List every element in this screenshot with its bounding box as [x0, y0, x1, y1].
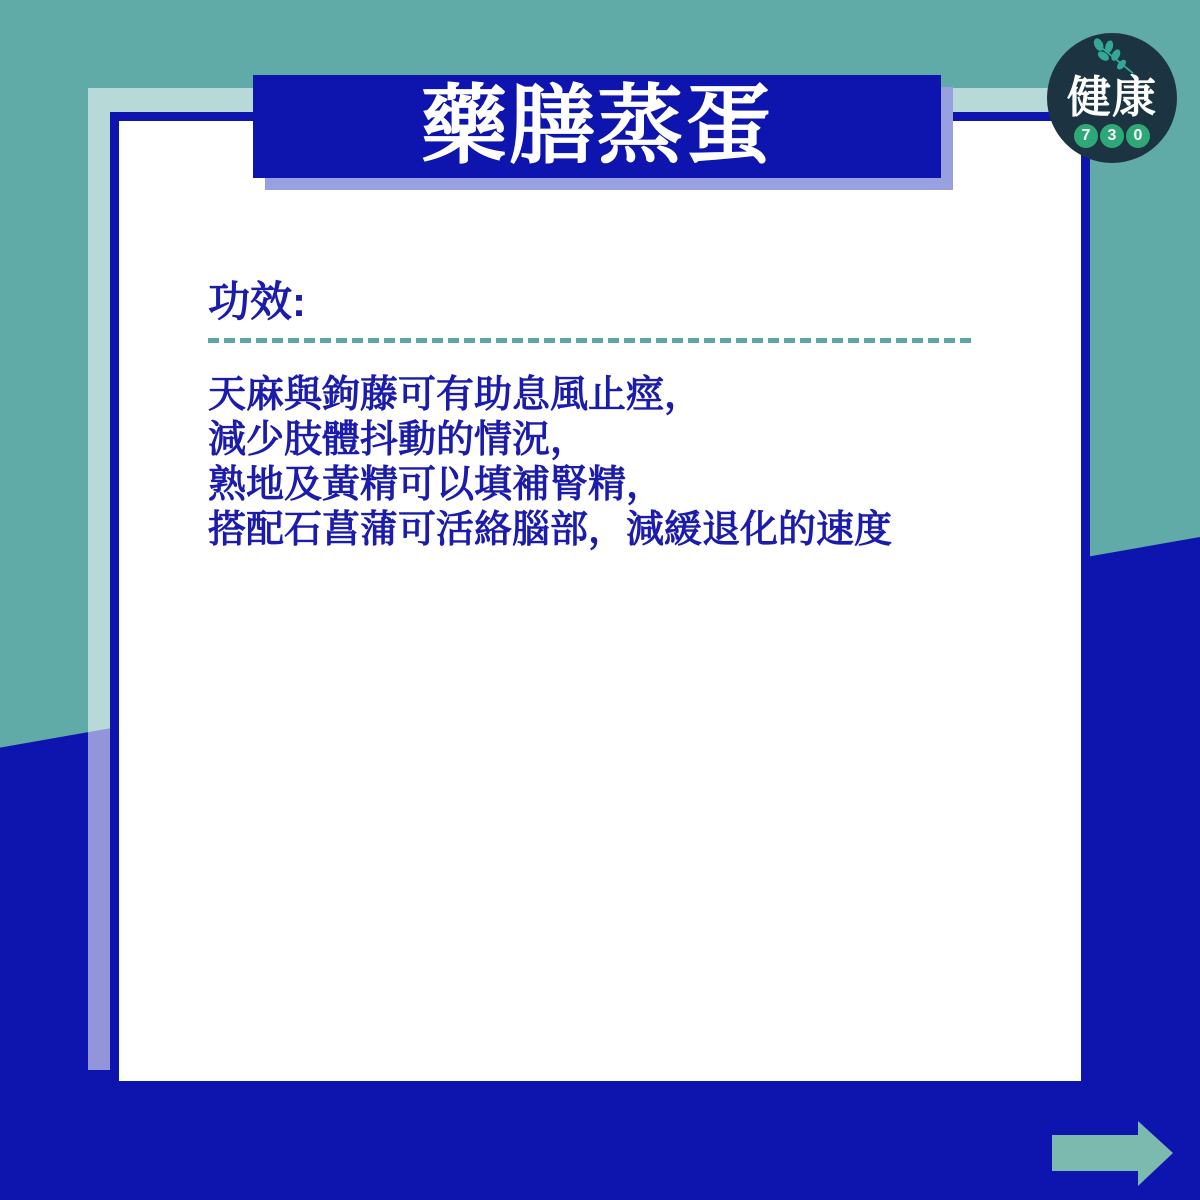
logo-digit-badge: 7: [1074, 124, 1098, 148]
body-line: 天麻與鉤藤可有助息風止痙，: [208, 374, 703, 416]
body-line: 熟地及黃精可以填補腎精，: [208, 464, 665, 506]
content-card: [110, 112, 1090, 1090]
logo-digit-badges: [1074, 124, 1150, 148]
body-line: 搭配石菖蒲可活絡腦部，減緩退化的速度: [208, 509, 893, 551]
health730-logo: [1047, 33, 1177, 163]
title-banner: [253, 75, 941, 178]
body-text-block: [208, 373, 978, 553]
section-heading: 功效:: [208, 278, 306, 325]
logo-brand-text: 健康: [1067, 73, 1157, 122]
next-arrow-icon[interactable]: [1050, 1118, 1176, 1190]
dashed-divider: [208, 338, 975, 343]
card-content: [208, 278, 978, 553]
logo-digit-badge: 3: [1100, 124, 1124, 148]
logo-digit-badge: 0: [1126, 124, 1150, 148]
body-line: 減少肢體抖動的情況，: [208, 419, 589, 461]
page-title: 藥膳蒸蛋: [421, 78, 773, 174]
leaf-icon: [1082, 37, 1142, 77]
